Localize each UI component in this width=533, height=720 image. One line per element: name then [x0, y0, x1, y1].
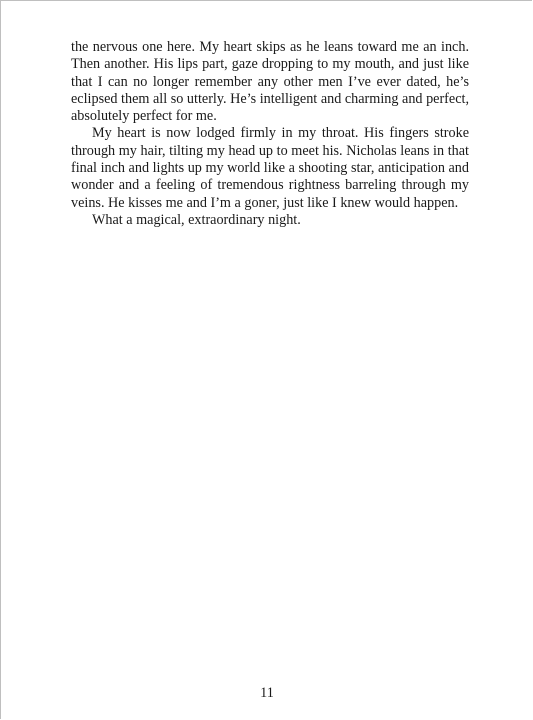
paragraph: My heart is now lodged firmly in my throat. His fingers stroke through my hair, tilting my head up to meet his. Nicholas leans in that final inch and lights up my world like a shooting star, anticipation and wonder and a feeling of tremendous rightness barreling through my veins. He kisses me and I’m a goner, just like I knew would happen. — [71, 125, 469, 211]
paragraph: What a magical, extraordinary night. — [92, 211, 301, 228]
page-number: 11 — [260, 685, 274, 701]
paragraph-continued: the nervous one here. My heart skips as he leans toward me an inch. Then another. His lips part, gaze dropping to my mouth, and just like that I can no longer remember any other men I’ve ever dated, he’s eclipsed them all so utterly. He’s intelligent and charming and perfect, absolutely perfect for me. — [71, 39, 469, 125]
page-body-text — [71, 39, 469, 229]
